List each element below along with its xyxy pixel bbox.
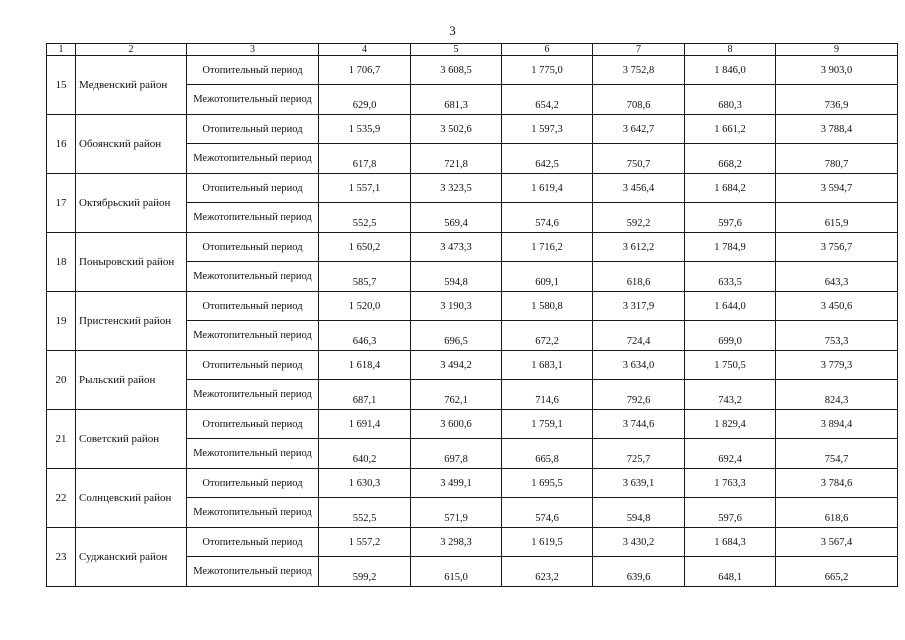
value-cell: 743,2	[685, 380, 776, 410]
period-label-heating: Отопительный период	[187, 292, 319, 321]
value-cell: 648,1	[685, 557, 776, 587]
value-cell: 1 650,2	[319, 233, 411, 262]
value-cell: 824,3	[776, 380, 898, 410]
value-cell: 3 190,3	[411, 292, 502, 321]
row-number: 16	[47, 115, 76, 174]
period-label-interheating	[187, 498, 319, 528]
district-name: Рыльский район	[76, 351, 187, 410]
value-cell: 3 594,7	[776, 174, 898, 203]
value-cell: 3 894,4	[776, 410, 898, 439]
value-cell: 697,8	[411, 439, 502, 469]
value-cell: 629,0	[319, 85, 411, 115]
value-cell: 3 903,0	[776, 56, 898, 85]
value-cell: 1 775,0	[502, 56, 593, 85]
period-label-heating: Отопительный период	[187, 56, 319, 85]
value-cell: 696,5	[411, 321, 502, 351]
column-header: 8	[685, 44, 776, 56]
column-header: 7	[593, 44, 685, 56]
table-row-heating	[47, 469, 898, 498]
period-label-text: Межотопительный период	[193, 94, 312, 105]
value-cell: 3 639,1	[593, 469, 685, 498]
row-number: 17	[47, 174, 76, 233]
value-cell: 618,6	[776, 498, 898, 528]
value-cell: 599,2	[319, 557, 411, 587]
row-number: 20	[47, 351, 76, 410]
value-cell: 1 597,3	[502, 115, 593, 144]
value-cell: 1 644,0	[685, 292, 776, 321]
value-cell: 3 473,3	[411, 233, 502, 262]
value-cell: 3 634,0	[593, 351, 685, 380]
period-label-text: Межотопительный период	[193, 507, 312, 518]
district-name: Обоянский район	[76, 115, 187, 174]
tariff-table	[46, 43, 898, 587]
value-cell: 640,2	[319, 439, 411, 469]
value-cell: 633,5	[685, 262, 776, 292]
table-row-heating	[47, 115, 898, 144]
value-cell: 3 317,9	[593, 292, 685, 321]
value-cell: 721,8	[411, 144, 502, 174]
value-cell: 3 502,6	[411, 115, 502, 144]
table-row-heating	[47, 233, 898, 262]
value-cell: 1 557,1	[319, 174, 411, 203]
value-cell: 1 691,4	[319, 410, 411, 439]
value-cell: 1 557,2	[319, 528, 411, 557]
value-cell: 643,3	[776, 262, 898, 292]
value-cell: 618,6	[593, 262, 685, 292]
period-label-interheating	[187, 380, 319, 410]
period-label-text: Межотопительный период	[193, 389, 312, 400]
district-name: Пристенский район	[76, 292, 187, 351]
value-cell: 681,3	[411, 85, 502, 115]
period-label-heating: Отопительный период	[187, 115, 319, 144]
table-row-heating	[47, 174, 898, 203]
value-cell: 571,9	[411, 498, 502, 528]
value-cell: 617,8	[319, 144, 411, 174]
value-cell: 3 430,2	[593, 528, 685, 557]
value-cell: 1 535,9	[319, 115, 411, 144]
value-cell: 3 456,4	[593, 174, 685, 203]
row-number: 15	[47, 56, 76, 115]
value-cell: 1 661,2	[685, 115, 776, 144]
table-row-heating	[47, 528, 898, 557]
period-label-heating: Отопительный период	[187, 469, 319, 498]
period-label-heating: Отопительный период	[187, 233, 319, 262]
value-cell: 552,5	[319, 498, 411, 528]
value-cell: 3 298,3	[411, 528, 502, 557]
value-cell: 750,7	[593, 144, 685, 174]
column-header: 4	[319, 44, 411, 56]
value-cell: 1 520,0	[319, 292, 411, 321]
value-cell: 1 695,5	[502, 469, 593, 498]
value-cell: 1 683,1	[502, 351, 593, 380]
value-cell: 615,9	[776, 203, 898, 233]
district-name: Солнцевский район	[76, 469, 187, 528]
period-label-interheating	[187, 203, 319, 233]
period-label-text: Межотопительный период	[193, 448, 312, 459]
value-cell: 1 750,5	[685, 351, 776, 380]
period-label-text: Межотопительный период	[193, 330, 312, 341]
value-cell: 592,2	[593, 203, 685, 233]
value-cell: 3 779,3	[776, 351, 898, 380]
value-cell: 665,8	[502, 439, 593, 469]
value-cell: 1 618,4	[319, 351, 411, 380]
value-cell: 609,1	[502, 262, 593, 292]
column-header: 6	[502, 44, 593, 56]
row-number: 18	[47, 233, 76, 292]
value-cell: 552,5	[319, 203, 411, 233]
value-cell: 3 752,8	[593, 56, 685, 85]
value-cell: 3 450,6	[776, 292, 898, 321]
value-cell: 692,4	[685, 439, 776, 469]
value-cell: 623,2	[502, 557, 593, 587]
value-cell: 594,8	[411, 262, 502, 292]
value-cell: 3 744,6	[593, 410, 685, 439]
value-cell: 3 784,6	[776, 469, 898, 498]
value-cell: 3 499,1	[411, 469, 502, 498]
period-label-text: Межотопительный период	[193, 212, 312, 223]
value-cell: 1 580,8	[502, 292, 593, 321]
period-label-interheating	[187, 85, 319, 115]
column-header: 1	[47, 44, 76, 56]
row-number: 21	[47, 410, 76, 469]
district-name: Медвенский район	[76, 56, 187, 115]
value-cell: 762,1	[411, 380, 502, 410]
period-label-heating: Отопительный период	[187, 351, 319, 380]
value-cell: 1 763,3	[685, 469, 776, 498]
value-cell: 594,8	[593, 498, 685, 528]
table-row-heating	[47, 351, 898, 380]
value-cell: 725,7	[593, 439, 685, 469]
value-cell: 736,9	[776, 85, 898, 115]
value-cell: 1 846,0	[685, 56, 776, 85]
column-header: 9	[776, 44, 898, 56]
value-cell: 3 608,5	[411, 56, 502, 85]
table-row-heating	[47, 410, 898, 439]
value-cell: 654,2	[502, 85, 593, 115]
period-label-text: Межотопительный период	[193, 566, 312, 577]
value-cell: 3 788,4	[776, 115, 898, 144]
value-cell: 3 323,5	[411, 174, 502, 203]
value-cell: 646,3	[319, 321, 411, 351]
value-cell: 3 494,2	[411, 351, 502, 380]
value-cell: 792,6	[593, 380, 685, 410]
value-cell: 680,3	[685, 85, 776, 115]
period-label-interheating	[187, 557, 319, 587]
row-number: 19	[47, 292, 76, 351]
value-cell: 753,3	[776, 321, 898, 351]
value-cell: 639,6	[593, 557, 685, 587]
column-header-row	[47, 44, 898, 56]
value-cell: 708,6	[593, 85, 685, 115]
district-name: Советский район	[76, 410, 187, 469]
period-label-heating: Отопительный период	[187, 174, 319, 203]
value-cell: 585,7	[319, 262, 411, 292]
period-label-text: Межотопительный период	[193, 153, 312, 164]
period-label-heating: Отопительный период	[187, 410, 319, 439]
value-cell: 724,4	[593, 321, 685, 351]
value-cell: 3 612,2	[593, 233, 685, 262]
district-name: Суджанский район	[76, 528, 187, 587]
value-cell: 1 784,9	[685, 233, 776, 262]
value-cell: 754,7	[776, 439, 898, 469]
period-label-interheating	[187, 262, 319, 292]
value-cell: 668,2	[685, 144, 776, 174]
value-cell: 615,0	[411, 557, 502, 587]
value-cell: 597,6	[685, 498, 776, 528]
value-cell: 1 630,3	[319, 469, 411, 498]
district-name: Октябрьский район	[76, 174, 187, 233]
page-number: 3	[449, 23, 456, 38]
value-cell: 597,6	[685, 203, 776, 233]
period-label-text: Межотопительный период	[193, 271, 312, 282]
value-cell: 1 706,7	[319, 56, 411, 85]
period-label-interheating	[187, 439, 319, 469]
table-row-heating	[47, 292, 898, 321]
value-cell: 3 642,7	[593, 115, 685, 144]
value-cell: 1 829,4	[685, 410, 776, 439]
value-cell: 3 756,7	[776, 233, 898, 262]
value-cell: 1 619,4	[502, 174, 593, 203]
value-cell: 780,7	[776, 144, 898, 174]
value-cell: 3 600,6	[411, 410, 502, 439]
value-cell: 687,1	[319, 380, 411, 410]
value-cell: 574,6	[502, 203, 593, 233]
value-cell: 1 759,1	[502, 410, 593, 439]
period-label-interheating	[187, 144, 319, 174]
value-cell: 574,6	[502, 498, 593, 528]
value-cell: 665,2	[776, 557, 898, 587]
value-cell: 3 567,4	[776, 528, 898, 557]
value-cell: 1 684,3	[685, 528, 776, 557]
value-cell: 569,4	[411, 203, 502, 233]
column-header: 2	[76, 44, 187, 56]
row-number: 23	[47, 528, 76, 587]
value-cell: 1 684,2	[685, 174, 776, 203]
period-label-interheating	[187, 321, 319, 351]
value-cell: 1 716,2	[502, 233, 593, 262]
period-label-heating: Отопительный период	[187, 528, 319, 557]
value-cell: 1 619,5	[502, 528, 593, 557]
column-header: 3	[187, 44, 319, 56]
row-number: 22	[47, 469, 76, 528]
value-cell: 642,5	[502, 144, 593, 174]
district-name: Поныровский район	[76, 233, 187, 292]
value-cell: 714,6	[502, 380, 593, 410]
value-cell: 699,0	[685, 321, 776, 351]
value-cell: 672,2	[502, 321, 593, 351]
table-row-heating	[47, 56, 898, 85]
column-header: 5	[411, 44, 502, 56]
